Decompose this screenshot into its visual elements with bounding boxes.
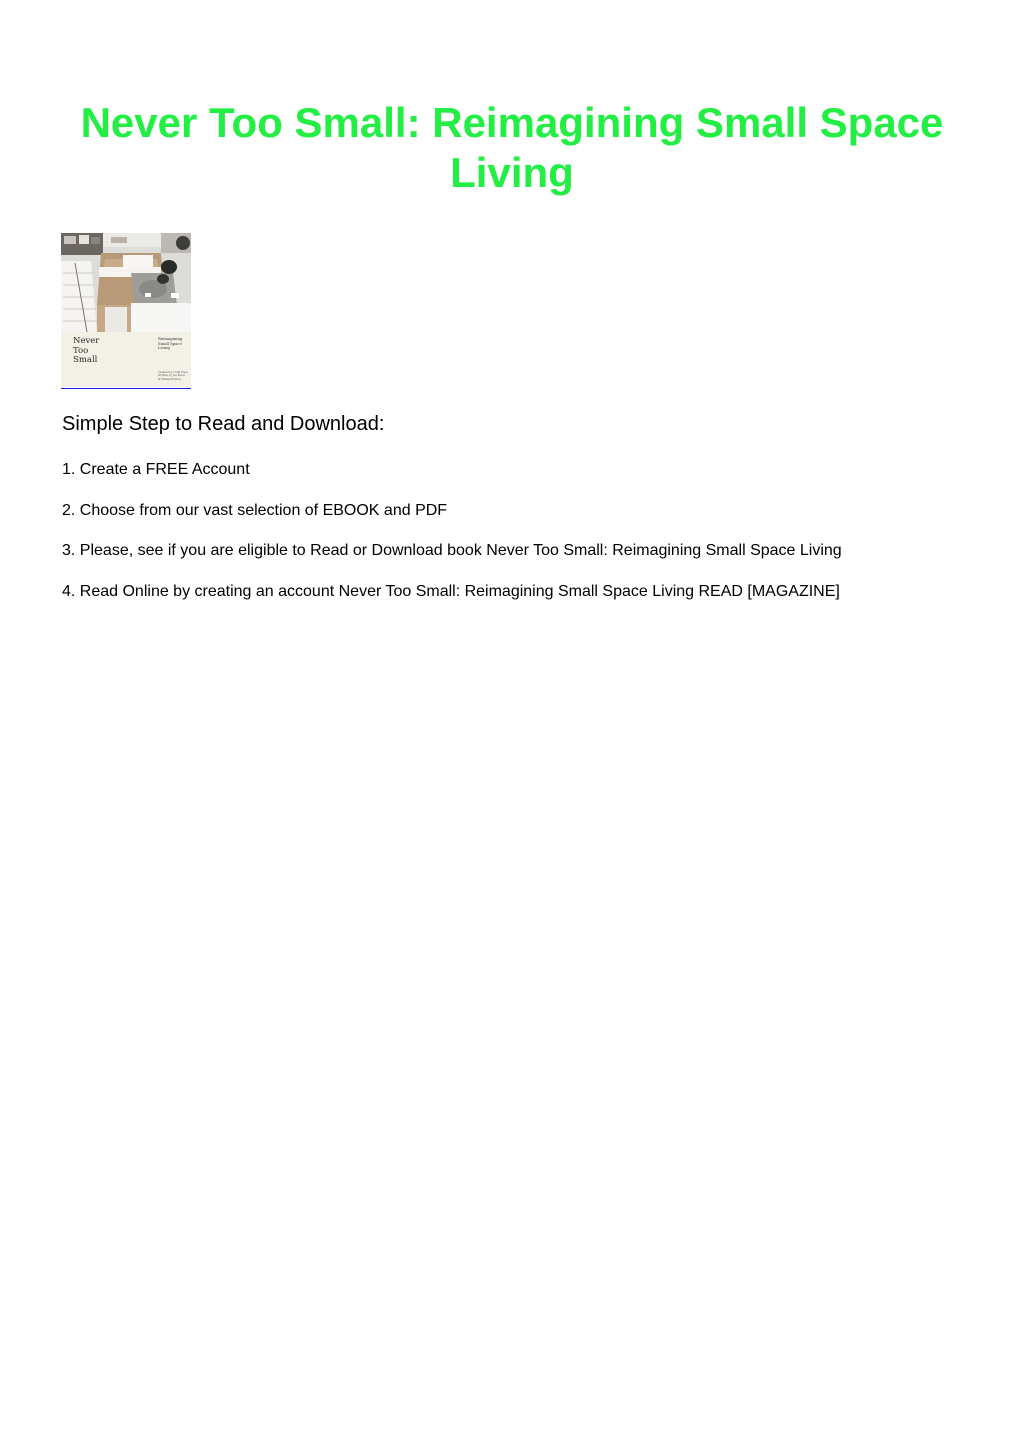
book-cover-image [61,233,191,387]
cover-credit-line: Written by Joe Rossi [158,374,185,378]
cover-credit-line: & Elizabeth Price [158,377,182,381]
instructions-heading: Simple Step to Read and Download: [62,413,385,435]
step-item: 3. Please, see if you are eligible to Read or Download book Never Too Small: Reimagining Small Space Living [62,542,842,559]
cover-credits [158,371,190,381]
cover-title [73,337,123,366]
cover-title-word: Never [73,336,100,346]
book-cover-link[interactable] [61,233,191,389]
cover-subtitle-line: Small Space [158,340,182,346]
cover-credit-line: Created by Colin Chee [158,371,188,374]
cover-subtitle-line: Living [158,345,170,351]
cover-title-word: Too [73,345,89,356]
step-item: 4. Read Online by creating an account Never Too Small: Reimagining Small Space Living READ [MAGAZINE] [62,582,840,600]
cover-interior-photo [61,233,191,332]
step-item: 2. Choose from our vast selection of EBOOK and PDF [62,501,448,519]
cover-title-word: Small [73,355,98,365]
steps-list [62,460,982,622]
step-item: 1. Create a FREE Account [62,461,250,478]
cover-subtitle-line: Reimagining [158,336,183,341]
cover-subtitle [158,337,190,351]
page-title: Never Too Small: Reimagining Small Space Living [80,99,944,196]
